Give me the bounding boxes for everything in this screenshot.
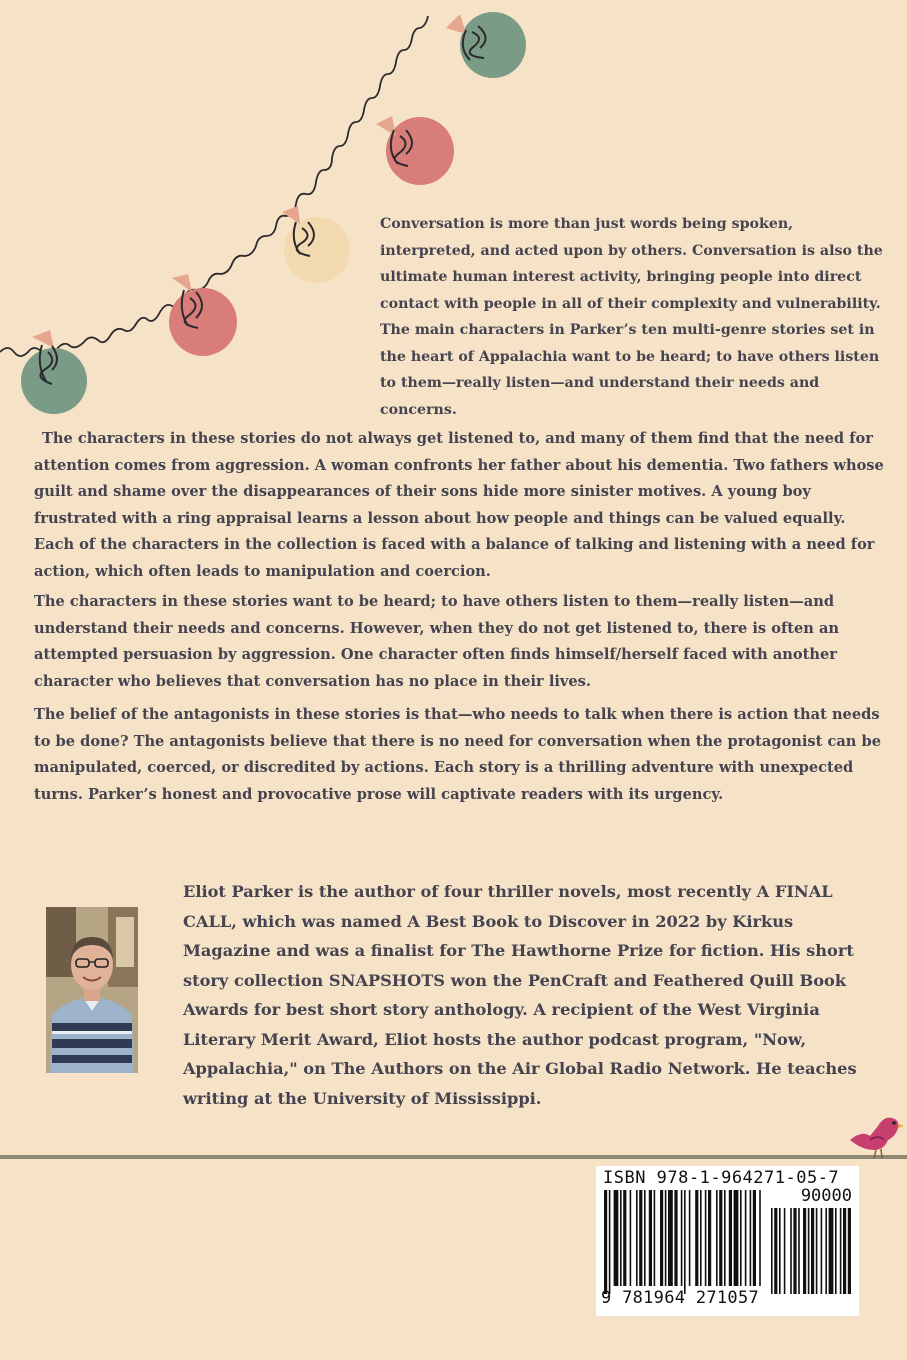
bulb-green-top [446,12,526,78]
blurb-paragraph-3: The belief of the antagonists in these stories is that—who needs to talk when there is action that needs to be done? The antagonists believe that there is no need for conversation when the protagonist can be manipulated, coerced, or discredited by actions. Each story is a thrilling adventure with unexpected turns. Parker’s honest and provocative prose will captivate readers with its urgency. [34,706,881,803]
bulb-red-right [376,116,454,185]
bulb-red-left [169,274,237,356]
divider-line [0,1155,907,1159]
barcode [596,1166,859,1316]
isbn-label: ISBN 978-1-964271-05-7 [603,1168,840,1188]
blurb-paragraph-2: The characters in these stories want to be heard; to have others listen to them—really listen—and understand their needs and concerns. However, when they do not get listened to, there is often an attempted persuasion by aggression. One character often finds himself/herself faced with another character who believes that conversation has no place in their lives. [34,593,840,690]
barcode-addon-digits: 90000 [800,1186,852,1206]
bird-icon [848,1110,904,1160]
blurb-intro: Conversation is more than just words being spoken, interpreted, and acted upon by others. Conversation is also the ultimate human interest activity, bringing people into direct contact with people in all of their complexity and vulnerability. The main characters in Parker’s ten multi-genre stories set in the heart of Appalachia want to be heard; to have others listen to them—really listen—and understand their needs and concerns. [380,216,883,418]
author-bio: Eliot Parker is the author of four thriller novels, most recently A FINAL CALL, which was named A Best Book to Discover in 2022 by Kirkus Magazine and was a finalist for The Hawthorne Prize for fiction. His short story collection SNAPSHOTS won the PenCraft and Feathered Quill Book Awards for best short story anthology. A recipient of the West Virginia Literary Merit Award, Eliot hosts the author podcast program, "Now, Appalachia," on The Authors on the Air Global Radio Network. He teaches writing at the University of Mississippi. [183,882,857,1108]
bulb-green-bottom [21,330,87,414]
bulb-cream [282,206,350,283]
blurb-paragraph-1: The characters in these stories do not always get listened to, and many of them find that the need for attention comes from aggression. A woman confronts her father about his dementia. Two fathers whose guilt and shame over the disappearances of their sons hide more sinister motives. A young boy frustrated with a ring appraisal learns a lesson about how people and things can be valued equally. Each of the characters in the collection is faced with a balance of talking and listening with a need for action, which often leads to manipulation and coercion. [34,430,884,580]
author-photo [46,907,138,1073]
ean-digits: 9 781964 271057 [601,1288,760,1308]
